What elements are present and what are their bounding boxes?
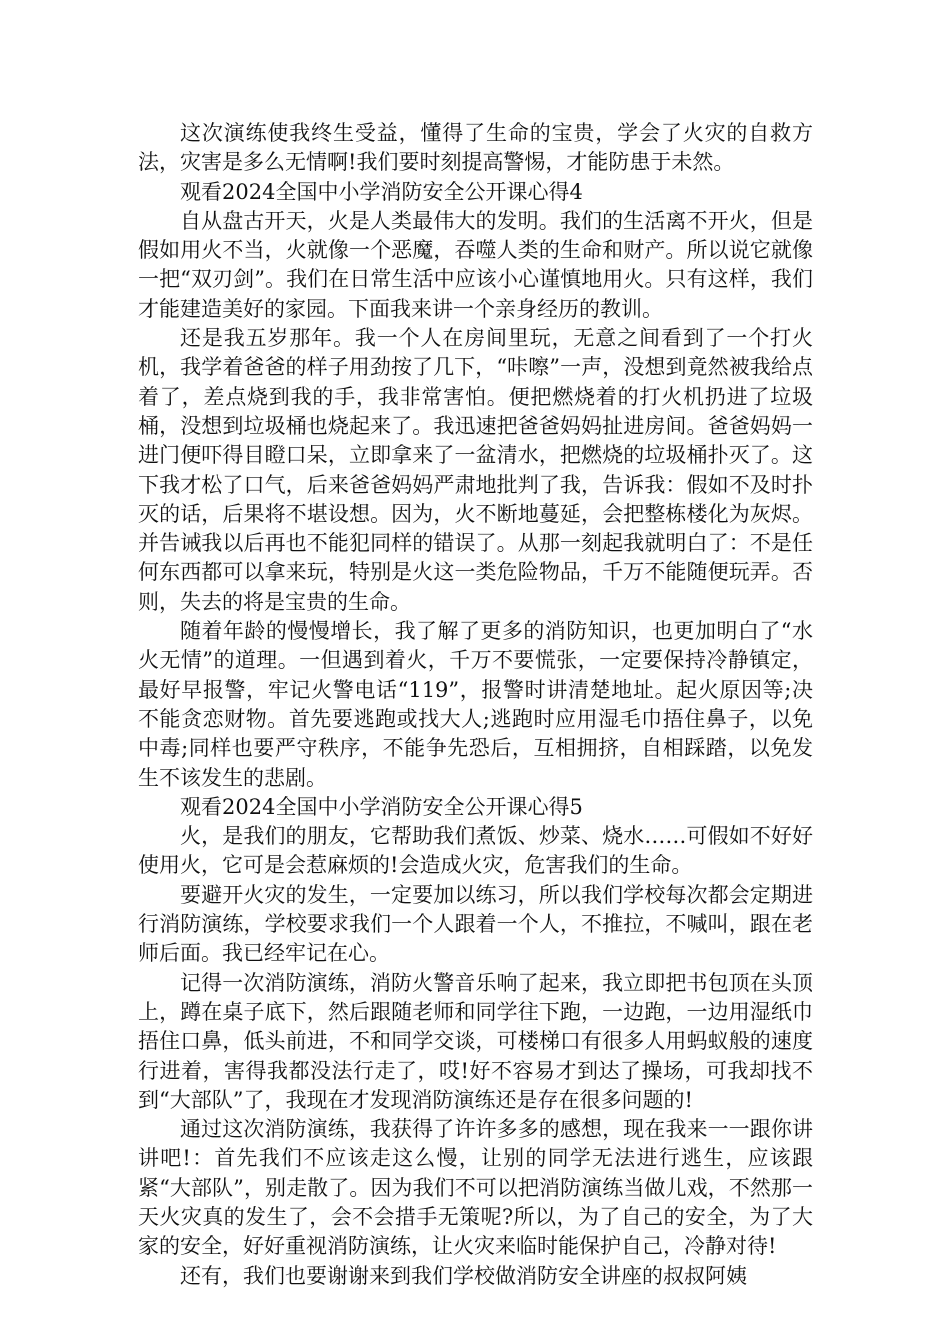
paragraph: 记得一次消防演练，消防火警音乐响了起来，我立即把书包顶在头顶上，蹲在桌子底下，然后跟随老师和同学往下跑，一边跑，一边用湿纸巾捂住口鼻，低头前进，不和同学交谈，可楼梯口有很多人用蚂蚁般的速度行进着，害得我都没法行走了，哎!好不容易才到达了操场，可我却找不到“大部队”了，我现在才发现消防演练还是存在很多问题的! (138, 970, 813, 1112)
document-page (138, 119, 813, 1291)
paragraph: 要避开火灾的发生，一定要加以练习，所以我们学校每次都会定期进行消防演练，学校要求我们一个人跟着一个人，不推拉，不喊叫，跟在老师后面。我已经牢记在心。 (138, 882, 813, 966)
paragraph: 随着年龄的慢慢增长，我了解了更多的消防知识，也更加明白了“水火无情”的道理。一但遇到着火，千万不要慌张，一定要保持冷静镇定，最好早报警，牢记火警电话“119”，报警时讲清楚地址。起火原因等;决不能贪恋财物。首先要逃跑或找大人;逃跑时应用湿毛巾捂住鼻子，以免中毒;同样也要严守秩序，不能争先恐后，互相拥挤，自相踩踏，以免发生不该发生的悲剧。 (138, 619, 813, 790)
paragraph: 这次演练使我终生受益，懂得了生命的宝贵，学会了火灾的自救方法，灾害是多么无情啊!我们要时刻提高警惕，才能防患于未然。 (138, 121, 813, 175)
paragraph: 自从盘古开天，火是人类最伟大的发明。我们的生活离不开火，但是假如用火不当，火就像一个恶魔，吞噬人类的生命和财产。所以说它就像一把“双刃剑”。我们在日常生活中应该小心谨慎地用火。只有这样，我们才能建造美好的家园。下面我来讲一个亲身经历的教训。 (138, 208, 813, 321)
paragraph: 还有，我们也要谢谢来到我们学校做消防安全讲座的叔叔阿姨 (180, 1263, 747, 1288)
paragraph: 通过这次消防演练，我获得了许许多多的感想，现在我来一一跟你讲讲吧!：首先我们不应该走这么慢，让别的同学无法进行逃生，应该跟紧“大部队”，别走散了。因为我们不可以把消防演练当做儿戏，不然那一天火灾真的发生了，会不会措手无策呢?所以，为了自己的安全，为了大家的安全，好好重视消防演练，让火灾来临时能保护自己，冷静对待! (138, 1117, 813, 1259)
paragraph: 火，是我们的朋友，它帮助我们煮饭、炒菜、烧水……可假如不好好使用火，它可是会惹麻烦的!会造成火灾，危害我们的生命。 (138, 824, 813, 878)
paragraph: 还是我五岁那年。我一个人在房间里玩，无意之间看到了一个打火机，我学着爸爸的样子用劲按了几下，“咔嚓”一声，没想到竟然被我给点着了，差点烧到我的手，我非常害怕。便把燃烧着的打火机扔进了垃圾桶，没想到垃圾桶也烧起来了。我迅速把爸爸妈妈扯进房间。爸爸妈妈一进门便吓得目瞪口呆，立即拿来了一盆清水，把燃烧的垃圾桶扑灭了。这下我才松了口气，后来爸爸妈妈严肃地批判了我，告诉我：假如不及时扑灭的话，后果将不堪设想。因为，火不断地蔓延，会把整栋楼化为灰烬。并告诫我以后再也不能犯同样的错误了。从那一刻起我就明白了：不是任何东西都可以拿来玩，特别是火这一类危险物品，千万不能随便玩弄。否则，失去的将是宝贵的生命。 (138, 326, 813, 614)
section-heading: 观看2024全国中小学消防安全公开课心得4 (180, 179, 583, 204)
section-heading: 观看2024全国中小学消防安全公开课心得5 (180, 794, 583, 819)
